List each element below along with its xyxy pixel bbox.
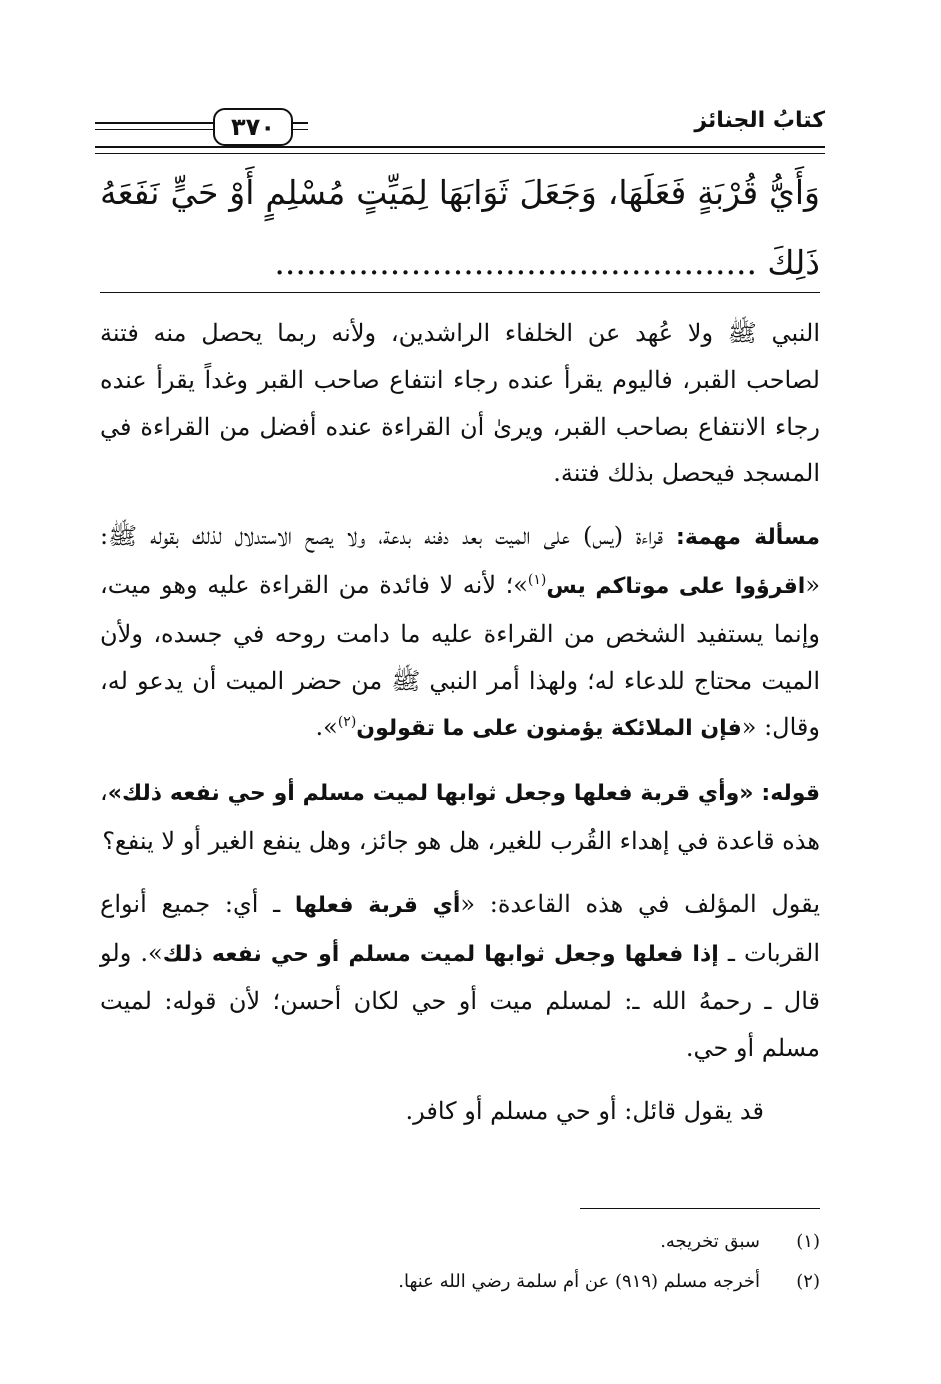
matn-text: وَأَيُّ قُرْبَةٍ فَعَلَهَا، وَجَعَلَ ثَوَابَهَا لِمَيِّتٍ مُسْلِمٍ أَوْ حَيٍّ نَفَعَهُ ذَلِكَ .............................................. [100, 173, 820, 282]
issue-label: مسألة مهمة: [676, 525, 820, 551]
matn-quote: «وأي قربة فعلها وجعل ثوابها لميت مسلم أو حي نفعه ذلك» [107, 781, 762, 807]
hadith-quote-2: فإن الملائكة يؤمنون على ما تقولون [356, 716, 742, 742]
footnote-divider [580, 1208, 820, 1209]
hadith-quote-1: اقرؤوا على موتاكم يس [546, 573, 806, 599]
paragraph-5: قد يقول قائل: أو حي مسلم أو كافر. [405, 1096, 764, 1125]
header-rule-left [95, 122, 213, 130]
paragraph-4-text-1: يقول المؤلف في هذه القاعدة: « [460, 889, 821, 918]
paragraph-4-text-3: ». ولو قال ـ رحمهُ الله ـ: لمسلم ميت أو حي لكان أحسن؛ لأن قوله: لميت مسلم أو حي. [100, 938, 821, 1063]
matn-divider [100, 292, 820, 293]
author-quote-1: أي قربة فعلها [294, 892, 461, 918]
paragraph-3-text: ، هذه قاعدة في إهداء القُرب للغير، هل هو جائز، وهل ينفع الغير أو لا ينفع؟ [100, 778, 820, 855]
paragraph-4-text-2: ـ أي: جميع أنواع القربات ـ [100, 889, 820, 967]
paragraph-4 [100, 881, 820, 1072]
paragraph-2-text-3: ». [315, 713, 338, 742]
footnote-2 [100, 1262, 820, 1302]
footnote-1-text: سبق تخريجه. [660, 1231, 760, 1252]
footnote-ref-1: (١) [527, 571, 547, 588]
author-quote-2: إذا فعلها وجعل ثوابها لميت مسلم أو حي نفعه ذلك [162, 941, 719, 967]
book-title: كتابُ الجنائز [694, 108, 825, 133]
paragraph-2 [100, 513, 820, 753]
paragraph-2-text-2: »؛ لأنه لا فائدة من القراءة عليه وهو ميت، وإنما يستفيد الشخص من القراءة عليه ما دامت روحه في جسده، ولأن الميت محتاج للدعاء له؛ ولهذا أمر النبي ﷺ من حضر الميت أن يدعو له، وقال: « [100, 570, 820, 742]
page-number: ٣٧٠ [213, 108, 293, 146]
paragraph-1: النبي ﷺ ولا عُهد عن الخلفاء الراشدين، ولأنه ربما يحصل منه فتنة لصاحب القبر، فاليوم يقرأ عنده رجاء انتفاع صاحب القبر وغداً يقرأ عنده رجاء الانتفاع بصاحب القبر، ويرىٰ أن القراءة عنده أفضل من القراءة في المسجد فيحصل بذلك فتنة. [100, 319, 820, 488]
paragraph-3 [100, 769, 820, 865]
footnote-2-number: (٢) [796, 1271, 820, 1292]
footnotes [100, 1222, 820, 1302]
footnote-1 [100, 1222, 820, 1262]
header-rule-mid [293, 122, 308, 130]
footnote-2-text: أخرجه مسلم (٩١٩) عن أم سلمة رضي الله عنها. [398, 1271, 760, 1292]
footnote-1-number: (١) [796, 1231, 820, 1252]
paragraph-2-text-1: قراءة (يس) على الميت بعد دفنه بدعة، ولا يصح الاستدلال لذلك بقوله ﷺ: « [100, 522, 820, 599]
page-header [95, 104, 825, 152]
commentary-body [100, 310, 820, 1135]
footnote-ref-2: (٢) [337, 714, 357, 731]
qawluhu-label: قوله: [761, 781, 820, 807]
header-rule-bottom [95, 146, 825, 154]
